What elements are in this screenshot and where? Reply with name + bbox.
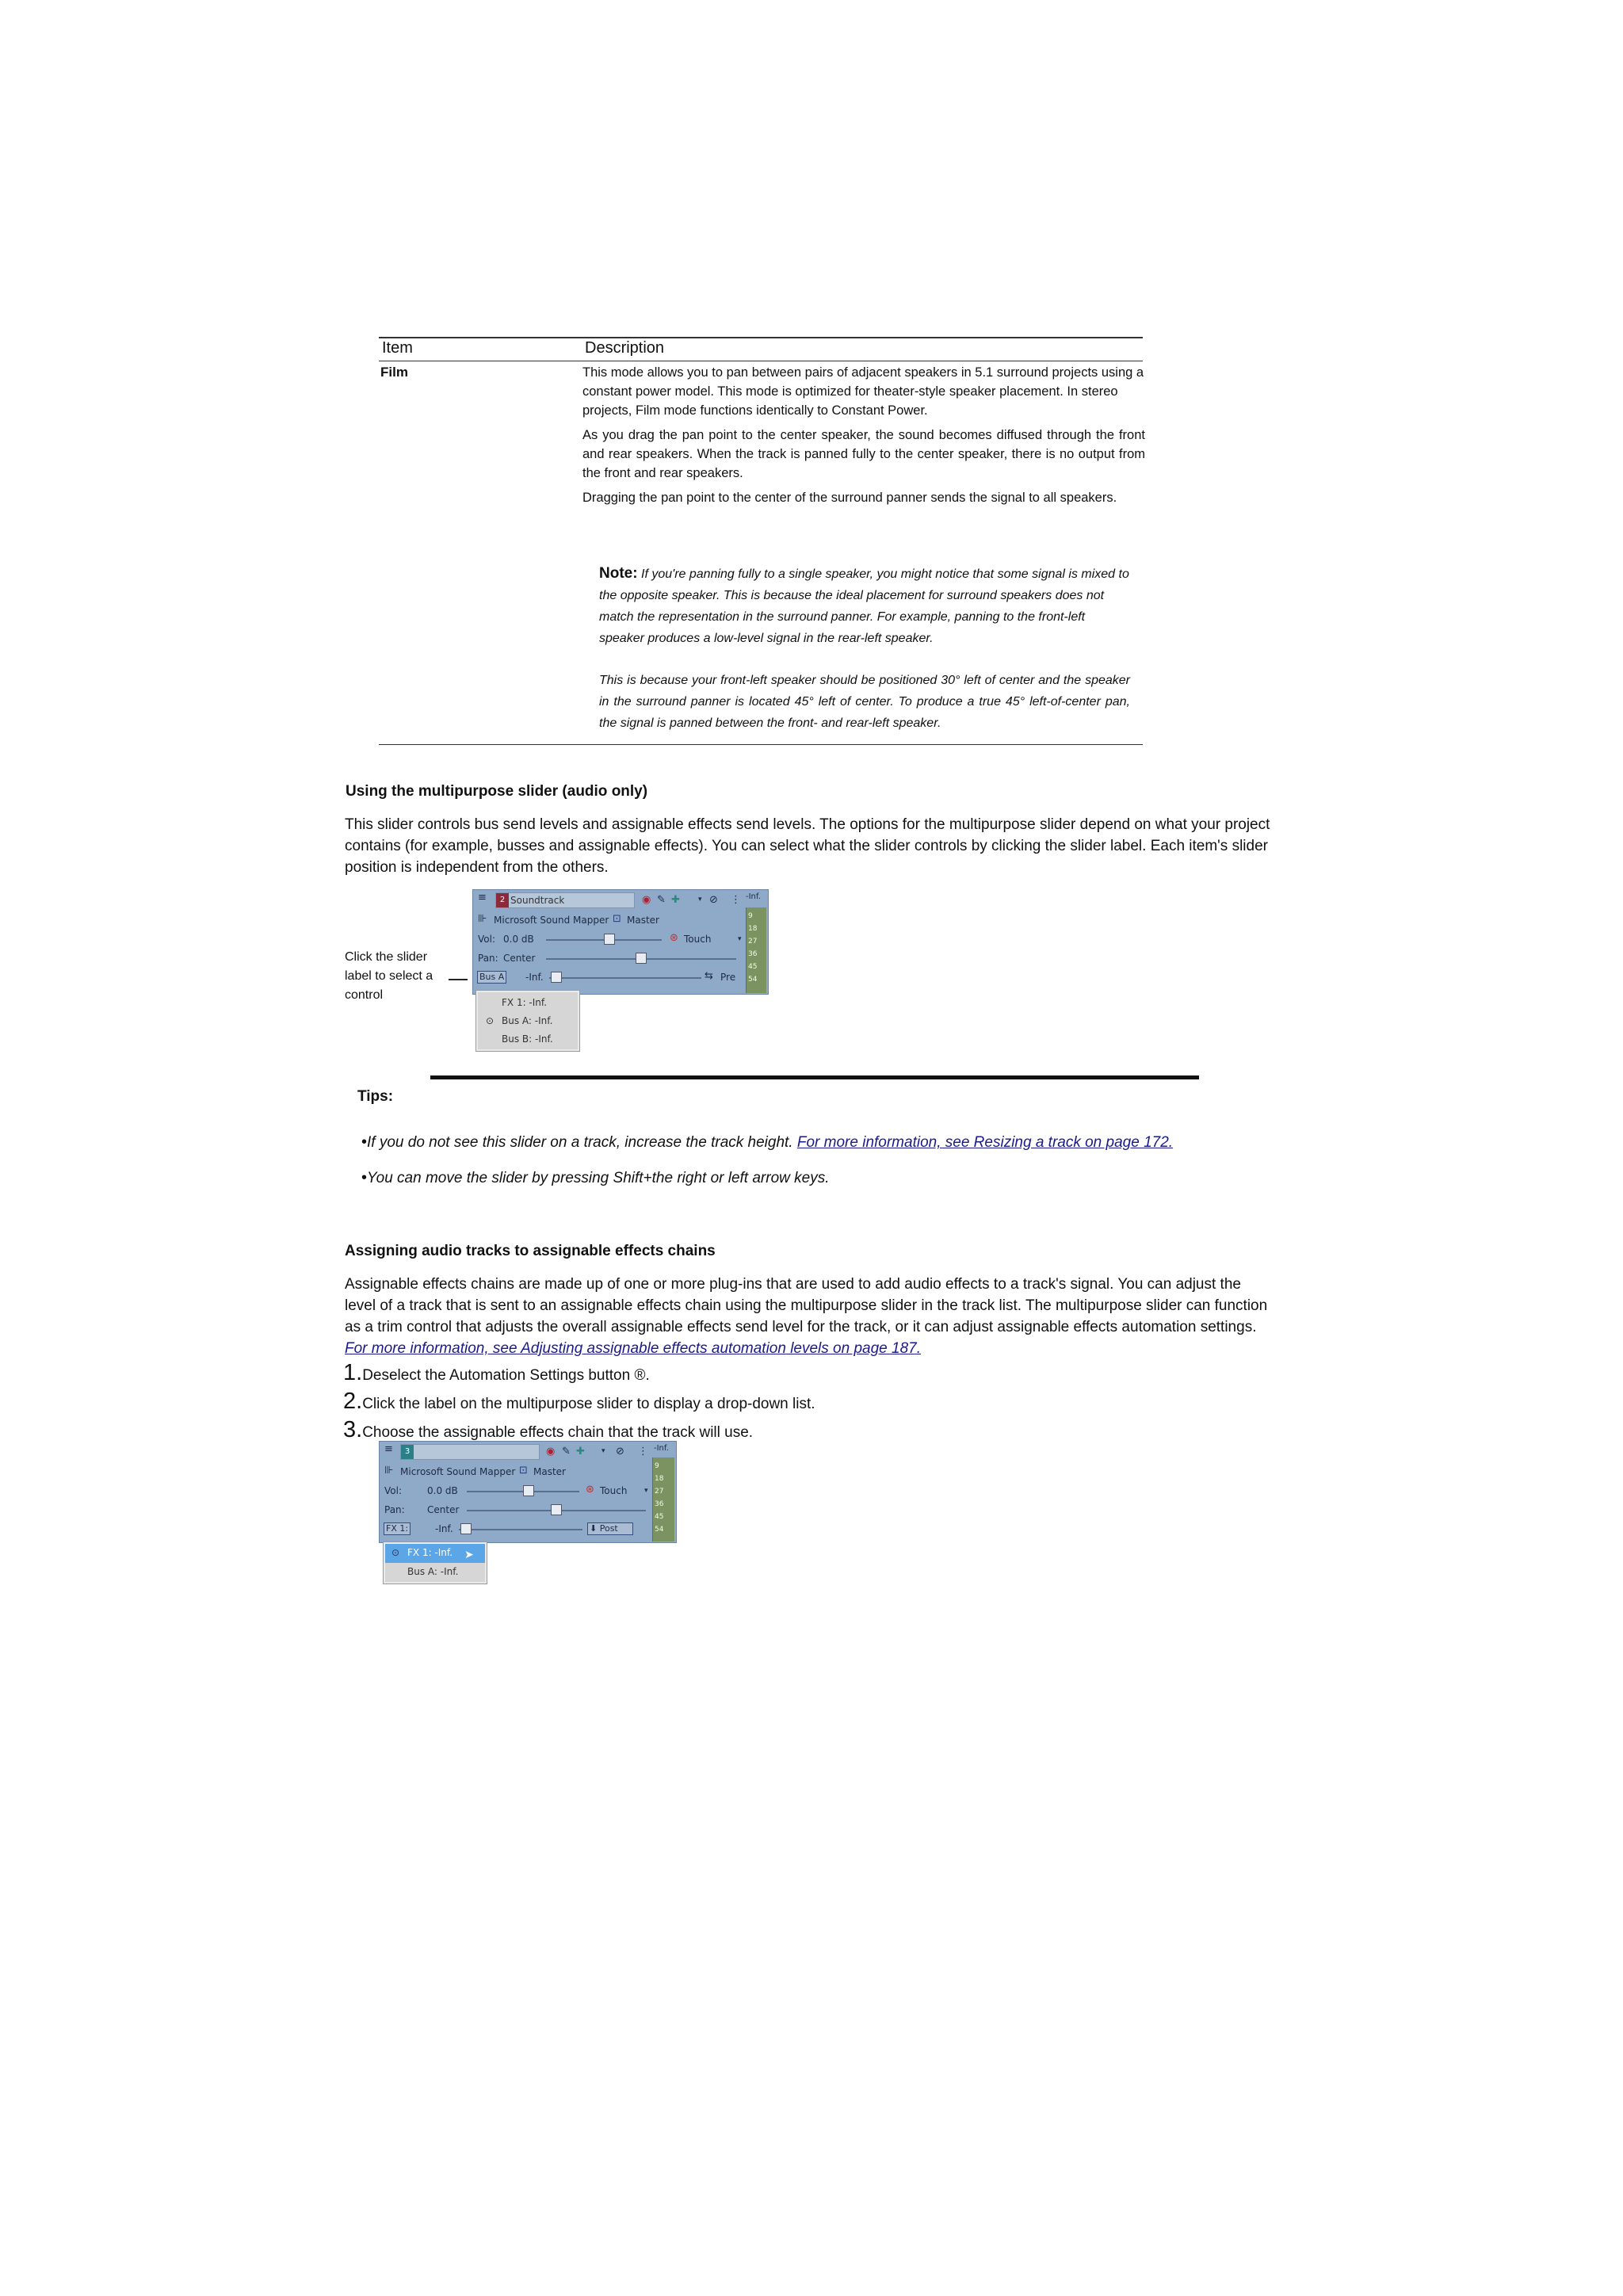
step-text: Choose the assignable effects chain that the track will use.: [362, 1424, 754, 1441]
note-block-2: [599, 670, 1130, 734]
step-number: 2.: [343, 1389, 363, 1414]
section-body-text: Assignable effects chains are made up of one or more plug-ins that are used to add audio effects to a track's signal. You can adjust the level of a track that is sent to an assignable effects chain using the multipurpose slider in the track list. The multipurpose slider can function as a trim control that adjusts the overall assignable effects send level for the track, or it can adjust assignable effects automation settings.: [345, 1276, 1268, 1335]
master-bus[interactable]: Master: [533, 1466, 566, 1477]
note-label: Note:: [599, 565, 638, 582]
note-text: This is because your front-left speaker should be positioned 30° left of center and the speaker in the surround panner is located 45° left of center. To produce a true 45° left-of-center pan, the signal is panned between the front- and rear-left speaker.: [599, 674, 1130, 730]
meter-tick: 45: [748, 963, 758, 971]
dropdown-option[interactable]: FX 1: -Inf.: [502, 997, 548, 1008]
assignable-effects-link[interactable]: For more information, see Adjusting assignable effects automation levels on page 187.: [345, 1340, 921, 1357]
track-title[interactable]: [495, 892, 635, 908]
section-body: [345, 1274, 1272, 1359]
slider-dropdown-menu: [476, 991, 579, 1051]
description-paragraph: Dragging the pan point to the center of the surround panner sends the signal to all speakers.: [582, 491, 1117, 505]
chevron-down-icon[interactable]: ▾: [644, 1487, 648, 1495]
chevron-down-icon[interactable]: ▾: [698, 896, 702, 904]
section-body: This slider controls bus send levels and assignable effects send levels. The options for the multipurpose slider depend on what your project contains (for example, busses and assignable effects). You can select what the slider controls by clicking the slider label. Each item's slider position is independent from the others.: [345, 816, 1270, 876]
multipurpose-slider-value: -Inf.: [435, 1523, 453, 1534]
output-icon: ⊪: [478, 913, 487, 925]
meter-tick: 45: [655, 1513, 664, 1521]
fx-icon[interactable]: ✚: [576, 1446, 585, 1457]
table-top-rule: [379, 337, 1143, 338]
automation-mode[interactable]: Touch: [600, 1485, 628, 1496]
selected-dot-icon: ⊙: [486, 1015, 495, 1026]
resize-track-link[interactable]: For more information, see Resizing a track on page 172.: [796, 1134, 1174, 1151]
send-mode-icon: ⬇: [590, 1523, 598, 1534]
volume-label: Vol:: [478, 934, 495, 945]
callout-text: Click the slider label to select a control: [345, 950, 433, 1002]
track-number: 2: [496, 893, 509, 907]
table-bottom-rule: [379, 744, 1143, 745]
automation-icon[interactable]: ✎: [657, 894, 666, 906]
meter-tick: 54: [655, 1526, 664, 1534]
description-paragraph: As you drag the pan point to the center speaker, the sound becomes diffused through the front and rear speakers. When the track is panned fully to the center speaker, there is no output from the front and rear speakers.: [582, 428, 1145, 480]
step-text: Deselect the Automation Settings button ®.: [362, 1367, 650, 1384]
slider-dropdown-menu: [384, 1542, 487, 1584]
pan-value: Center: [427, 1504, 460, 1515]
level-meter: [746, 907, 766, 993]
meter-tick: 27: [748, 938, 758, 946]
record-arm-icon[interactable]: ◉: [642, 894, 651, 906]
tip-text: If you do not see this slider on a track, increase the track height.: [367, 1134, 797, 1151]
meter-tick: 27: [655, 1488, 664, 1496]
track-header: [472, 889, 769, 995]
pan-value: Center: [503, 953, 536, 964]
table-cell-description: [582, 363, 1145, 420]
meter-tick: 9: [748, 912, 753, 920]
track-minimize-icon[interactable]: ≡: [478, 892, 487, 904]
meter-tick: 18: [748, 925, 758, 933]
bullet: •: [361, 1169, 368, 1186]
pan-slider-thumb[interactable]: [636, 953, 647, 964]
output-icon: ⊪: [384, 1465, 394, 1477]
pan-label: Pan:: [478, 953, 498, 964]
callout-line: [449, 979, 468, 980]
volume-value: 0.0 dB: [503, 934, 534, 945]
multipurpose-slider-thumb[interactable]: [551, 972, 562, 983]
dropdown-option-selected[interactable]: [385, 1544, 485, 1563]
automation-mode[interactable]: Touch: [684, 934, 712, 945]
tips-label: Tips:: [357, 1088, 394, 1105]
tips-rule: [430, 1075, 1199, 1079]
step-item: [343, 1417, 753, 1443]
track-header: [379, 1441, 677, 1543]
meter-tick: 18: [655, 1475, 664, 1483]
master-bus[interactable]: Master: [627, 915, 659, 926]
multipurpose-slider-track[interactable]: [549, 977, 701, 979]
table-header-item: Item: [382, 339, 413, 357]
meter-peak: -Inf.: [654, 1444, 669, 1453]
table-header-description: Description: [585, 339, 665, 357]
meter-tick: 54: [748, 976, 758, 984]
track-name: Soundtrack: [510, 895, 565, 906]
automation-mode-icon[interactable]: ⊛: [670, 932, 678, 944]
meter-tick: 36: [748, 950, 758, 958]
selected-dot-icon: ⊙: [391, 1547, 400, 1558]
automation-icon[interactable]: ✎: [562, 1446, 571, 1457]
fx-icon[interactable]: ✚: [671, 894, 680, 906]
step-number: 1.: [343, 1360, 363, 1385]
multipurpose-slider-label[interactable]: Bus A: [477, 971, 506, 984]
tip-item: [361, 1133, 1173, 1152]
dropdown-option[interactable]: Bus B: -Inf.: [502, 1033, 553, 1045]
multipurpose-slider-thumb[interactable]: [460, 1523, 472, 1534]
meter-tick: 9: [655, 1462, 659, 1470]
dropdown-option[interactable]: Bus A: -Inf.: [407, 1566, 459, 1577]
output-device[interactable]: Microsoft Sound Mapper: [494, 915, 609, 926]
note-text: If you're panning fully to a single speaker, you might notice that some signal is mixed to the opposite speaker. This is because the ideal placement for surround speakers does not match the representation in the surround panner. For example, panning to the front-left speaker produces a low-level signal in the rear-left speaker.: [599, 567, 1129, 645]
master-icon: ⊡: [519, 1465, 528, 1477]
dropdown-option-label: FX 1: -Inf.: [407, 1547, 453, 1558]
record-arm-icon[interactable]: ◉: [546, 1446, 556, 1457]
solo-icon[interactable]: ⋮: [731, 894, 741, 906]
master-icon: ⊡: [613, 913, 621, 925]
chevron-down-icon[interactable]: ▾: [601, 1447, 605, 1455]
table-cell-description-3: [582, 488, 1145, 507]
volume-slider-thumb[interactable]: [604, 934, 615, 945]
chevron-down-icon[interactable]: ▾: [738, 935, 742, 943]
level-meter: [652, 1457, 674, 1541]
track-title[interactable]: [400, 1444, 540, 1460]
table-cell-item: Film: [380, 365, 408, 380]
step-item: [343, 1360, 650, 1386]
bullet: •: [361, 1133, 368, 1151]
meter-tick: 36: [655, 1500, 664, 1508]
send-mode-button[interactable]: [587, 1522, 633, 1535]
send-mode[interactable]: Pre: [720, 972, 736, 983]
multipurpose-slider-label[interactable]: FX 1:: [384, 1522, 411, 1535]
step-number: 3.: [343, 1417, 363, 1442]
volume-value: 0.0 dB: [427, 1485, 458, 1496]
automation-mode-icon[interactable]: ⊛: [586, 1484, 594, 1496]
mute-icon[interactable]: ⊘: [616, 1446, 624, 1457]
send-mode: Post: [599, 1523, 618, 1534]
section-heading: Assigning audio tracks to assignable effects chains: [345, 1243, 716, 1259]
mute-icon[interactable]: ⊘: [709, 894, 718, 906]
step-text: Click the label on the multipurpose slider to display a drop-down list.: [362, 1396, 815, 1412]
description-paragraph: This mode allows you to pan between pairs of adjacent speakers in 5.1 surround projects using a constant power model. This mode is optimized for theater-style speaker placement. In stereo projects, Film mode functions identically to Constant Power.: [582, 365, 1144, 418]
track-number: 3: [401, 1445, 414, 1459]
note-block: [599, 563, 1130, 649]
output-device[interactable]: Microsoft Sound Mapper: [400, 1466, 516, 1477]
volume-label: Vol:: [384, 1485, 402, 1496]
send-mode-icon[interactable]: ⇆: [705, 970, 713, 982]
pan-label: Pan:: [384, 1504, 405, 1515]
section-heading: Using the multipurpose slider (audio only): [346, 783, 648, 800]
track-minimize-icon[interactable]: ≡: [384, 1443, 393, 1455]
meter-peak: -Inf.: [746, 892, 761, 901]
cursor-icon: ➤: [464, 1549, 474, 1561]
dropdown-option[interactable]: Bus A: -Inf.: [502, 1015, 553, 1026]
step-item: [343, 1389, 815, 1415]
multipurpose-slider-value: -Inf.: [525, 972, 544, 983]
multipurpose-slider-track[interactable]: [459, 1529, 582, 1530]
table-cell-description-2: [582, 426, 1145, 483]
solo-icon[interactable]: ⋮: [638, 1446, 648, 1457]
tip-text: You can move the slider by pressing Shift+the right or left arrow keys.: [367, 1170, 830, 1186]
pan-slider-thumb[interactable]: [551, 1504, 562, 1515]
volume-slider-thumb[interactable]: [523, 1485, 534, 1496]
tip-item: [361, 1169, 830, 1187]
